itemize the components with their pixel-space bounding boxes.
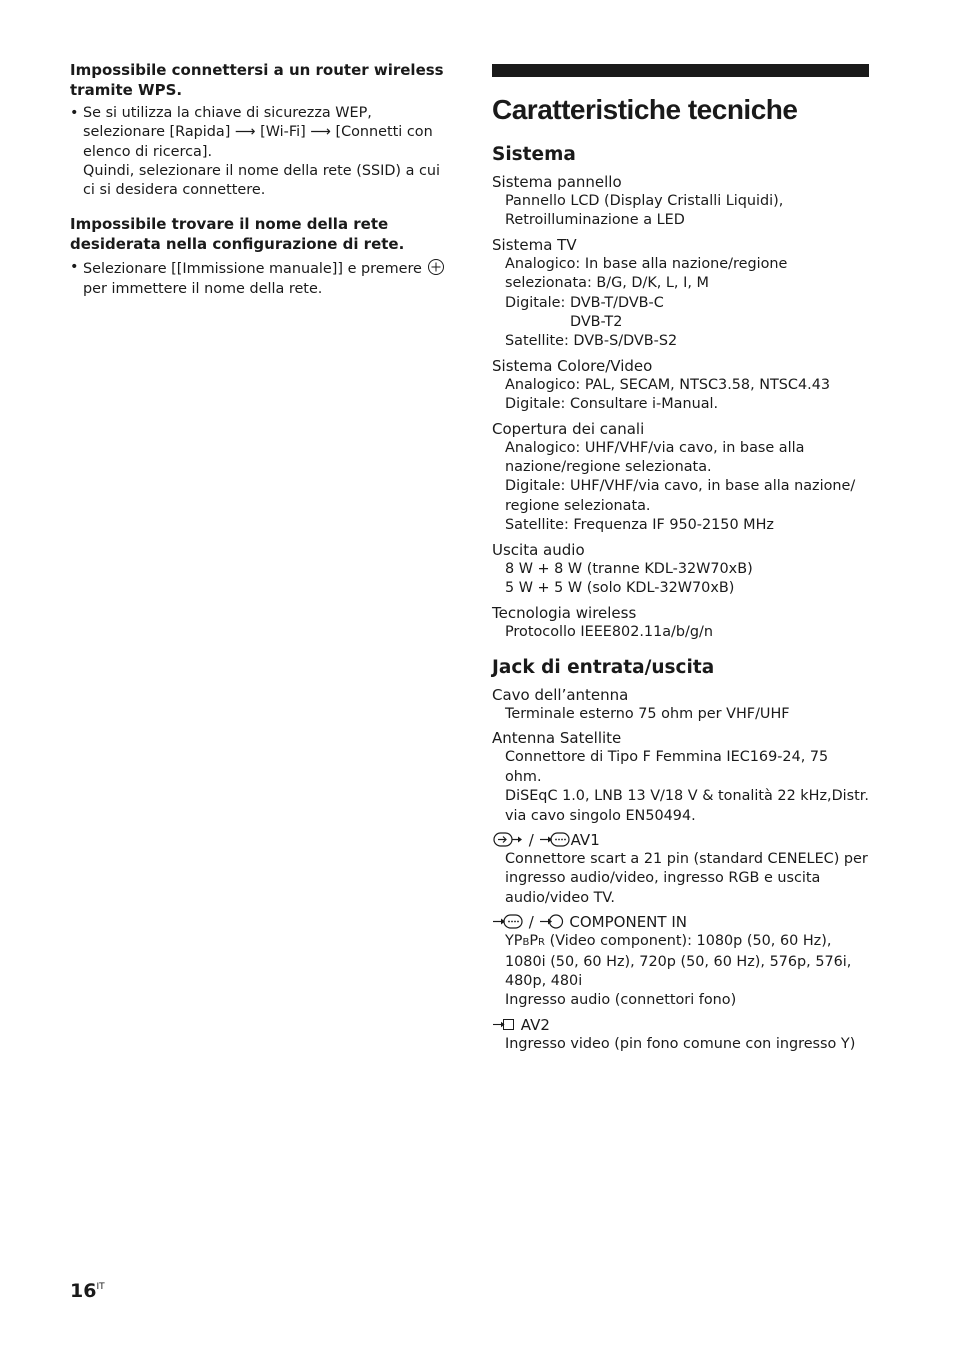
text-line: Digitale: DVB-T/DVB-C: [505, 294, 664, 311]
spec-label: [492, 1015, 869, 1035]
text-line: Digitale: Consultare i-Manual.: [505, 396, 719, 413]
spec-item: [492, 728, 869, 826]
text-fragment: (Video component): 1080p (50, 60 Hz),: [549, 933, 832, 950]
text-line: selezionare [Rapida] ⟶ [Wi-Fi] ⟶ [Connetti con: [83, 124, 433, 141]
spec-label: [492, 830, 869, 850]
spec-value: [492, 705, 869, 724]
text-line: Analogico: PAL, SECAM, NTSC3.58, NTSC4.43: [505, 376, 831, 393]
spec-item: [492, 540, 869, 599]
bullet-list: [70, 104, 450, 200]
text-line: Terminale esterno 75 ohm per VHF/UHF: [505, 705, 790, 722]
text-line: ingresso audio/video, ingresso RGB e uscita: [505, 870, 821, 887]
text-line: [505, 932, 869, 952]
component-in-icon: [492, 913, 524, 930]
text-line: Connettore scart a 21 pin (standard CENELEC) per: [505, 850, 868, 867]
connector-name: AV2: [520, 1015, 550, 1034]
spec-value: [492, 623, 869, 642]
text-line: via cavo singolo EN50494.: [505, 807, 696, 824]
label-separator: /: [528, 830, 534, 849]
text-line: per immettere il nome della rete.: [83, 280, 323, 297]
heading-line: desiderata nella configurazione di rete.: [70, 235, 405, 254]
list-item: [70, 258, 450, 299]
text-line: 5 W + 5 W (solo KDL-32W70xB): [505, 580, 735, 597]
heading-line: Impossibile connettersi a un router wireless: [70, 61, 444, 79]
spec-label: Tecnologia wireless: [492, 603, 637, 622]
text-line: Satellite: Frequenza IF 950-2150 MHz: [505, 517, 774, 534]
text-line: 8 W + 8 W (tranne KDL-32W70xB): [505, 560, 753, 577]
text-line: Protocollo IEEE802.11a/b/g/n: [505, 623, 713, 640]
spec-label: Sistema pannello: [492, 173, 622, 191]
list-item: [70, 104, 450, 200]
text-line: Analogico: In base alla nazione/regione: [505, 255, 788, 272]
video-in-icon: [492, 1016, 516, 1033]
spec-label: Copertura dei canali: [492, 419, 645, 438]
scart-in-icon: [539, 831, 571, 848]
section-heading-sistema: Sistema: [492, 144, 576, 165]
spec-item: [492, 172, 869, 231]
connector-name: COMPONENT IN: [569, 913, 687, 932]
text-line: Ingresso audio (connettori fono): [505, 992, 737, 1009]
spec-value: [492, 376, 869, 415]
enter-button-icon: [427, 258, 445, 276]
page-title: Caratteristiche tecniche: [492, 94, 798, 125]
spec-value: [492, 1035, 869, 1054]
bullet-icon: •: [70, 259, 79, 276]
spec-item: [492, 603, 869, 642]
ypbpr-pb: P: [513, 933, 523, 950]
spec-label: Cavo dell’antenna: [492, 685, 629, 704]
spec-value: [492, 748, 869, 826]
spec-label: Antenna Satellite: [492, 729, 622, 748]
text-line: Retroilluminazione a LED: [505, 212, 685, 229]
scart-inout-icon: [492, 831, 524, 848]
text-line: audio/video TV.: [505, 889, 615, 906]
audio-in-icon: [539, 913, 565, 930]
spec-value: [492, 850, 869, 908]
heading-line: Impossibile trovare il nome della rete: [70, 215, 389, 234]
spec-item: [492, 419, 869, 536]
text-line: [83, 258, 450, 279]
text-line: Pannello LCD (Display Cristalli Liquidi),: [505, 193, 784, 209]
spec-value: [492, 439, 869, 536]
text-line: Quindi, selezionare il nome della rete (SSID) a cui: [83, 162, 441, 179]
text-line: 480p, 480i: [505, 972, 583, 989]
text-line: Analogico: UHF/VHF/via cavo, in base alla: [505, 439, 805, 456]
ypbpr-pr-sub: R: [538, 937, 545, 949]
text-line: regione selezionata.: [505, 497, 651, 514]
spec-label: Sistema Colore/Video: [492, 356, 653, 375]
text-fragment: Selezionare [[Immissione manuale]] e premere: [83, 261, 422, 278]
text-line: Digitale: UHF/VHF/via cavo, in base alla nazione/: [505, 478, 856, 495]
spec-item: [492, 1015, 869, 1054]
spec-item: [492, 830, 869, 908]
spec-item: [492, 685, 869, 724]
text-line: Ingresso video (pin fono comune con ingresso Y): [505, 1035, 856, 1052]
spec-value: [492, 560, 869, 599]
text-line: DVB-T2: [570, 314, 623, 331]
text-line: DiSEqC 1.0, LNB 13 V/18 V & tonalità 22 kHz,Distr.: [505, 788, 869, 805]
spec-label: Uscita audio: [492, 540, 585, 559]
label-separator: /: [528, 913, 534, 932]
connector-name: AV1: [570, 830, 600, 849]
language-code: IT: [96, 1282, 105, 1292]
text-line: selezionata: B/G, D/K, L, I, M: [505, 275, 709, 292]
ypbpr-pr: P: [529, 933, 539, 950]
ypbpr-pb-sub: B: [522, 937, 530, 949]
spec-value: [492, 932, 869, 1011]
spec-value: [492, 255, 869, 352]
spec-item: [492, 356, 869, 415]
text-line: 1080i (50, 60 Hz), 720p (50, 60 Hz), 576p, 576i,: [505, 953, 852, 970]
right-column: [492, 64, 869, 1058]
text-line: Satellite: DVB-S/DVB-S2: [505, 333, 678, 350]
text-line: ci si desidera connettere.: [83, 182, 266, 199]
title-bar: [492, 64, 869, 77]
bullet-list: [70, 258, 450, 299]
troubleshoot-heading-network-name: [70, 214, 450, 254]
text-line: Se si utilizza la chiave di sicurezza WEP,: [83, 105, 372, 121]
spec-item: [492, 235, 869, 352]
text-line: elenco di ricerca].: [83, 143, 213, 160]
text-line: nazione/regione selezionata.: [505, 459, 712, 476]
spec-value: [492, 192, 869, 231]
spec-label: [492, 912, 869, 932]
page-number: [70, 1280, 105, 1302]
heading-line: tramite WPS.: [70, 81, 183, 99]
text-line: Connettore di Tipo F Femmina IEC169-24, 75 ohm.: [505, 749, 829, 785]
section-heading-jack: Jack di entrata/uscita: [492, 656, 715, 678]
left-column: [70, 60, 450, 313]
spec-label: Sistema TV: [492, 235, 577, 254]
page-number-value: 16: [70, 1280, 97, 1302]
ypbpr-y: Y: [505, 933, 514, 950]
spec-item: [492, 912, 869, 1011]
bullet-icon: •: [70, 105, 79, 121]
troubleshoot-heading-wps: [70, 60, 450, 100]
